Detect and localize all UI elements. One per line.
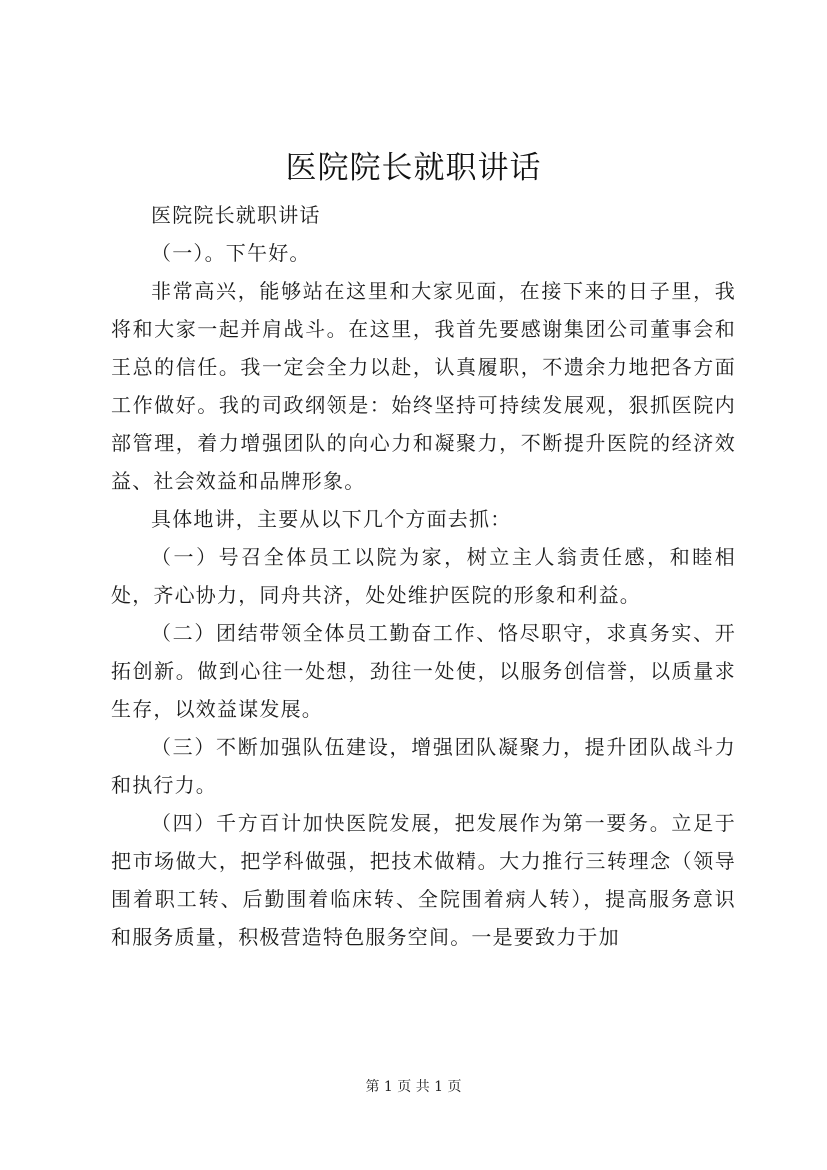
- paragraph-point-4: （四）千方百计加快医院发展，把发展作为第一要务。立足于把市场做大，把学科做强，把技术做精。大力推行三转理念（领导围着职工转、后勤围着临床转、全院围着病人转），提高服务意识和服务质量，积极营造特色服务空间。一是要致力于加: [111, 811, 736, 949]
- paragraph-overview: 具体地讲，主要从以下几个方面去抓：: [151, 507, 512, 531]
- document-title: 医院院长就职讲话: [285, 150, 542, 186]
- paragraph-point-3: （三）不断加强队伍建设，增强团队凝聚力，提升团队战斗力和执行力。: [111, 735, 736, 797]
- paragraph-greeting: （一）。下午好。: [151, 241, 311, 265]
- paragraph-point-1: （一）号召全体员工以院为家，树立主人翁责任感，和睦相处，齐心协力，同舟共济，处处维护医院的形象和利益。: [111, 545, 736, 607]
- paragraph-heading: 医院院长就职讲话: [151, 203, 321, 227]
- paragraph-point-2: （二）团结带领全体员工勤奋工作、恪尽职守，求真务实、开拓创新。做到心往一处想，劲往一处使，以服务创信誉，以质量求生存，以效益谋发展。: [111, 621, 736, 721]
- page-footer: 第 1 页 共 1 页: [365, 1079, 462, 1095]
- paragraph-intro: 非常高兴，能够站在这里和大家见面，在接下来的日子里，我将和大家一起并肩战斗。在这里，我首先要感谢集团公司董事会和王总的信任。我一定会全力以赴，认真履职，不遗余力地把各方面工作做好。我的司政纲领是：始终坚持可持续发展观，狠抓医院内部管理，着力增强团队的向心力和凝聚力，不断提升医院的经济效益、社会效益和品牌形象。: [111, 279, 736, 493]
- document-body: [111, 196, 736, 956]
